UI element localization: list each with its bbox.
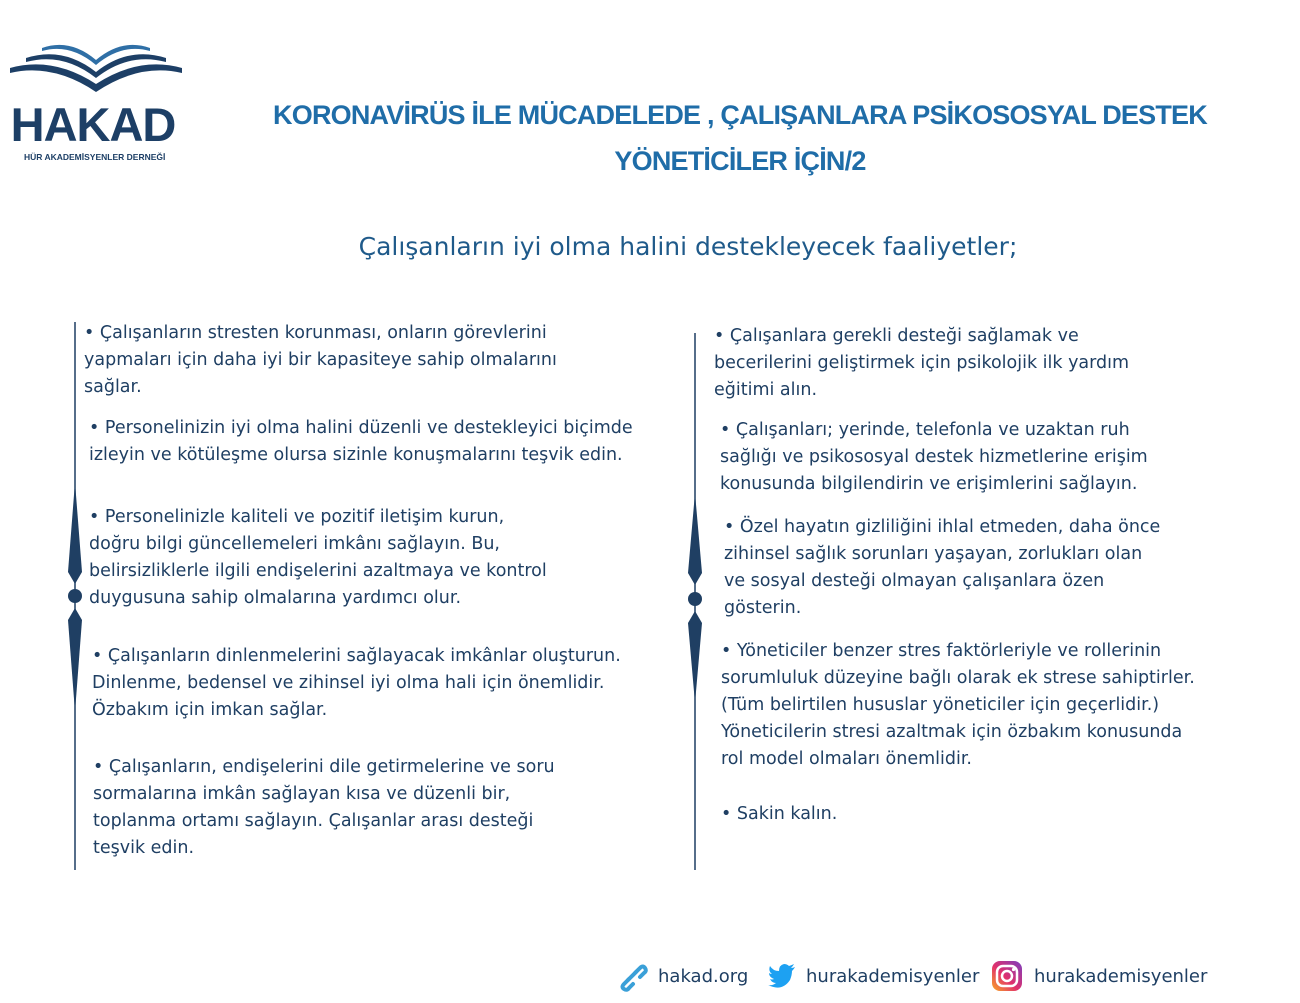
section-subtitle: Çalışanların iyi olma halini destekleyecek faaliyetler; [358,232,1018,261]
title-line-2: YÖNETİCİLER İÇİN/2 [614,146,866,176]
website-link[interactable]: hakad.org [658,965,749,987]
right-item-5: • Sakin kalın. [721,804,838,824]
logo-tagline: HÜR AKADEMİSYENLER DERNEĞİ [24,152,166,162]
twitter-handle[interactable]: hurakademisyenler [806,965,980,987]
left-item-4: • Çalışanların dinlenmelerini sağlayacak imkânlar oluşturun. Dinlenme, bedensel ve zihinsel iyi olma hali için önemlidir. Özbakım için imkan sağlar. [92,646,621,720]
open-book-icon [8,38,186,98]
left-item-2: • Personelinizin iyi olma halini düzenli ve destekleyici biçimde izleyin ve kötüleşme olursa sizinle konuşmalarını teşvik edin. [89,418,633,465]
left-item-3: • Personelinizle kaliteli ve pozitif iletişim kurun, doğru bilgi güncellemeleri imkânı sağlayın. Bu, belirsizliklerle ilgili endişelerini azaltmaya ve kontrol duygusuna sahip olmalarına yardımcı olur. [89,507,547,608]
footer-website[interactable] [616,958,748,994]
footer-instagram[interactable] [990,958,1207,994]
page-title [220,92,1260,184]
left-column-divider [64,322,86,870]
right-column-divider [684,333,706,870]
left-item-5: • Çalışanların, endişelerini dile getirmelerine ve soru sormalarına imkân sağlayan kısa ve düzenli bir, toplanma ortamı sağlayın. Çalışanlar arası desteği teşvik edin. [93,757,555,858]
right-item-3: • Özel hayatın gizliliğini ihlal etmeden, daha önce zihinsel sağlık sorunları yaşayan, zorlukları olan ve sosyal desteği olmayan çalışanlara özen gösterin. [724,517,1161,618]
right-item-1: • Çalışanlara gerekli desteği sağlamak ve becerilerini geliştirmek için psikolojik ilk yardım eğitimi alın. [714,326,1130,400]
right-item-4: • Yöneticiler benzer stres faktörleriyle ve rollerinin sorumluluk düzeyine bağlı olarak ek strese sahiptirler. (Tüm belirtilen hususlar yöneticiler için geçerlidir.) Yöneticilerin stresi azaltmak için özbakım konusunda rol model olmaları önemlidir. [721,641,1195,769]
instagram-icon [990,959,1024,993]
footer-twitter[interactable] [768,958,979,994]
logo-wordmark: HAKAD [10,98,176,151]
twitter-bird-icon [768,964,796,988]
left-item-1: • Çalışanların stresten korunması, onların görevlerini yapmaları için daha iyi bir kapasiteye sahip olmalarını sağlar. [84,323,557,397]
right-item-2: • Çalışanları; yerinde, telefonla ve uzaktan ruh sağlığı ve psikososyal destek hizmetlerine erişim konusunda bilgilendirin ve erişimlerini sağlayın. [720,420,1148,494]
link-icon [616,960,648,992]
instagram-handle[interactable]: hurakademisyenler [1034,965,1208,987]
hakad-logo [8,38,186,168]
title-line-1: KORONAVİRÜS İLE MÜCADELEDE , ÇALIŞANLARA PSİKOSOSYAL DESTEK [273,100,1207,130]
